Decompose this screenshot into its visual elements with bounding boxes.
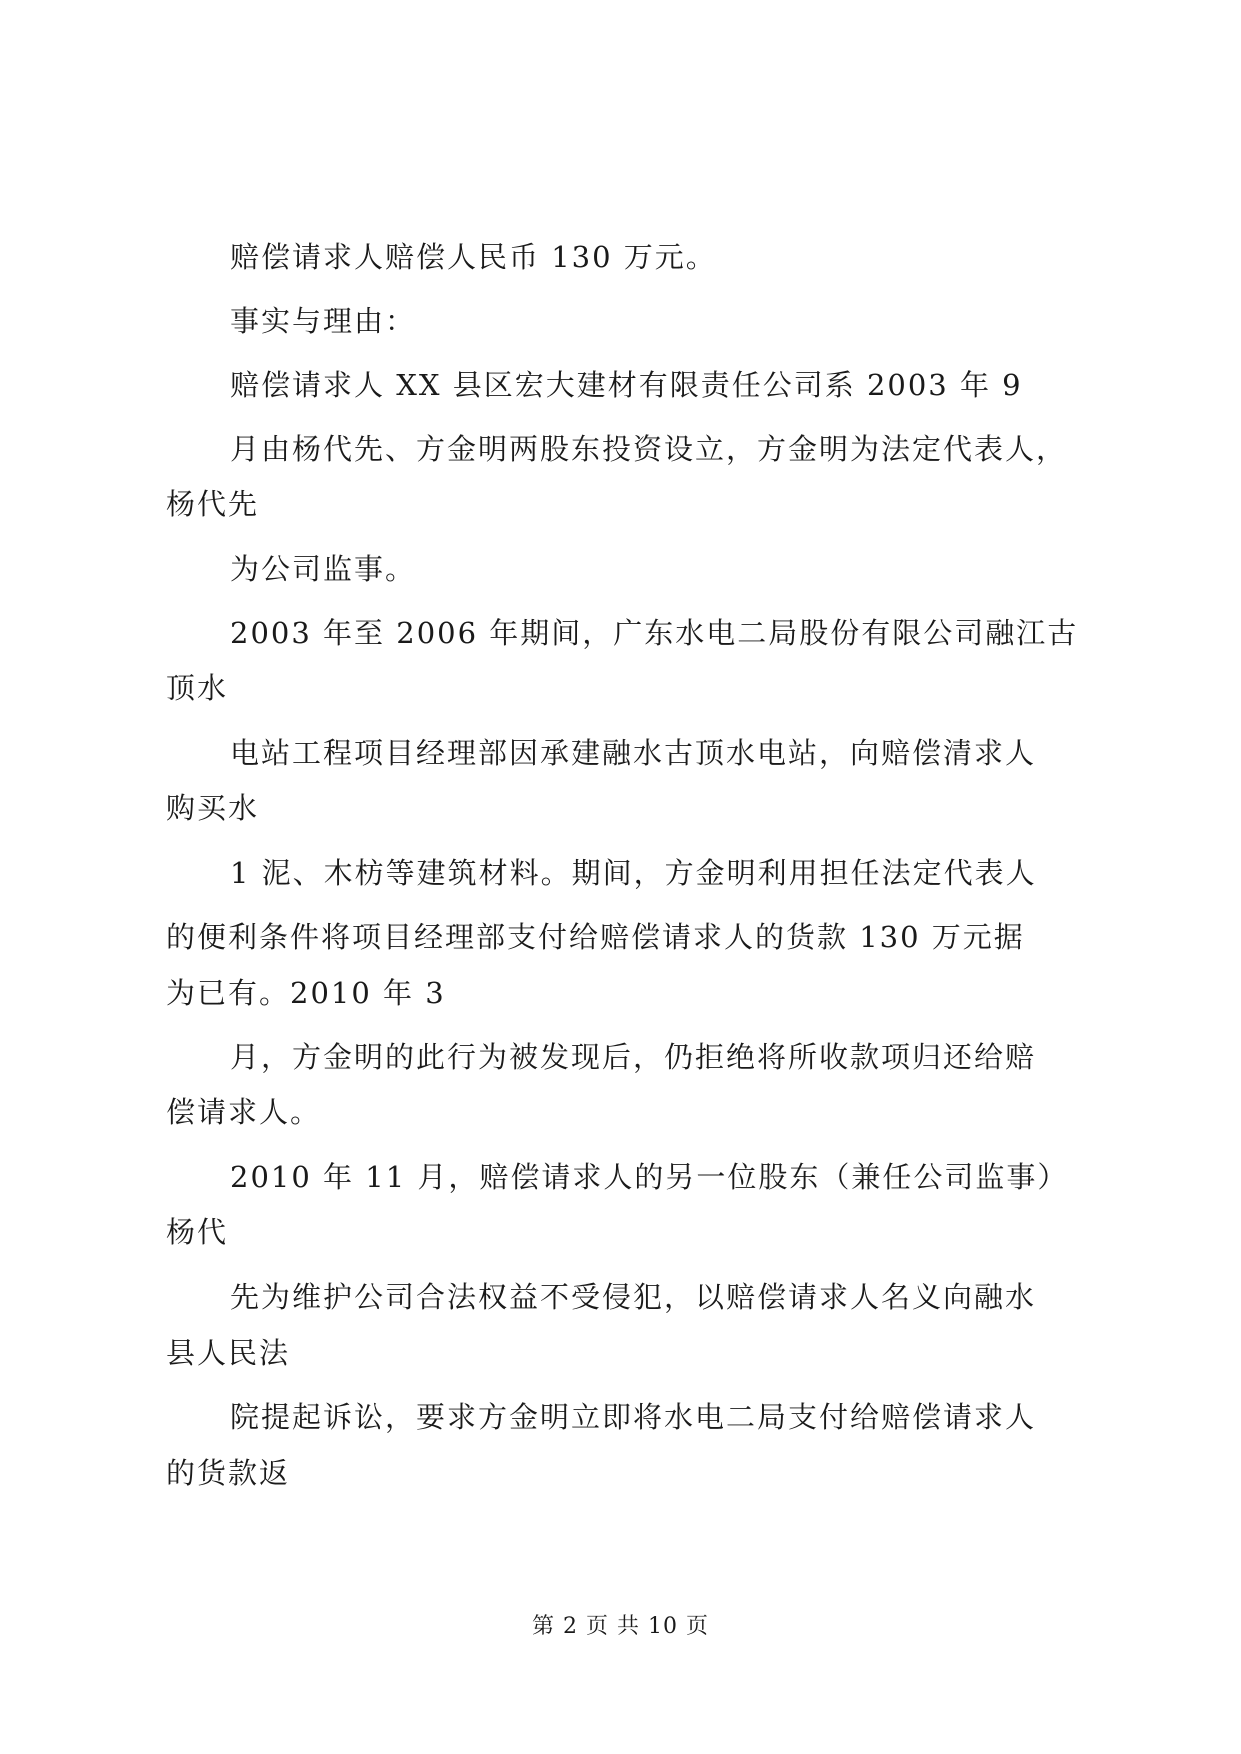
text-line: 2003 年至 2006 年期间，广东水电二局股份有限公司融江古 [230, 616, 1079, 650]
text-line: 赔偿请求人 XX 县区宏大建材有限责任公司系 2003 年 9 [230, 368, 1023, 402]
text-line: 偿请求人。 [166, 1095, 322, 1129]
text-line: 月，方金明的此行为被发现后，仍拒绝将所收款项归还给赔 [230, 1040, 1037, 1074]
text-line: 月由杨代先、方金明两股东投资设立，方金明为法定代表人， [230, 432, 1068, 466]
page-number-footer: 第 2 页 共 10 页 [532, 1614, 709, 1639]
text-line: 的便利条件将项目经理部支付给赔偿请求人的货款 130 万元据 [166, 920, 1025, 954]
text-line: 的货款返 [166, 1456, 291, 1490]
text-line: 事实与理由： [230, 304, 417, 338]
text-line: 赔偿请求人赔偿人民币 130 万元。 [230, 240, 717, 274]
text-line: 为已有。2010 年 3 [166, 976, 446, 1010]
text-line: 电站工程项目经理部因承建融水古顶水电站，向赔偿清求人 [230, 736, 1037, 770]
text-line: 2010 年 11 月，赔偿请求人的另一位股东（兼任公司监事） [230, 1160, 1069, 1194]
text-line: 先为维护公司合法权益不受侵犯，以赔偿请求人名义向融水 [230, 1280, 1037, 1314]
text-line: 杨代先 [166, 487, 260, 521]
text-line: 1 泥、木枋等建筑材料。期间，方金明利用担任法定代表人 [230, 856, 1037, 890]
text-line: 为公司监事。 [230, 552, 417, 586]
text-line: 顶水 [166, 671, 229, 705]
text-line: 院提起诉讼，要求方金明立即将水电二局支付给赔偿请求人 [230, 1400, 1037, 1434]
text-line: 购买水 [166, 791, 260, 825]
text-line: 杨代 [166, 1215, 229, 1249]
text-line: 县人民法 [166, 1336, 291, 1370]
